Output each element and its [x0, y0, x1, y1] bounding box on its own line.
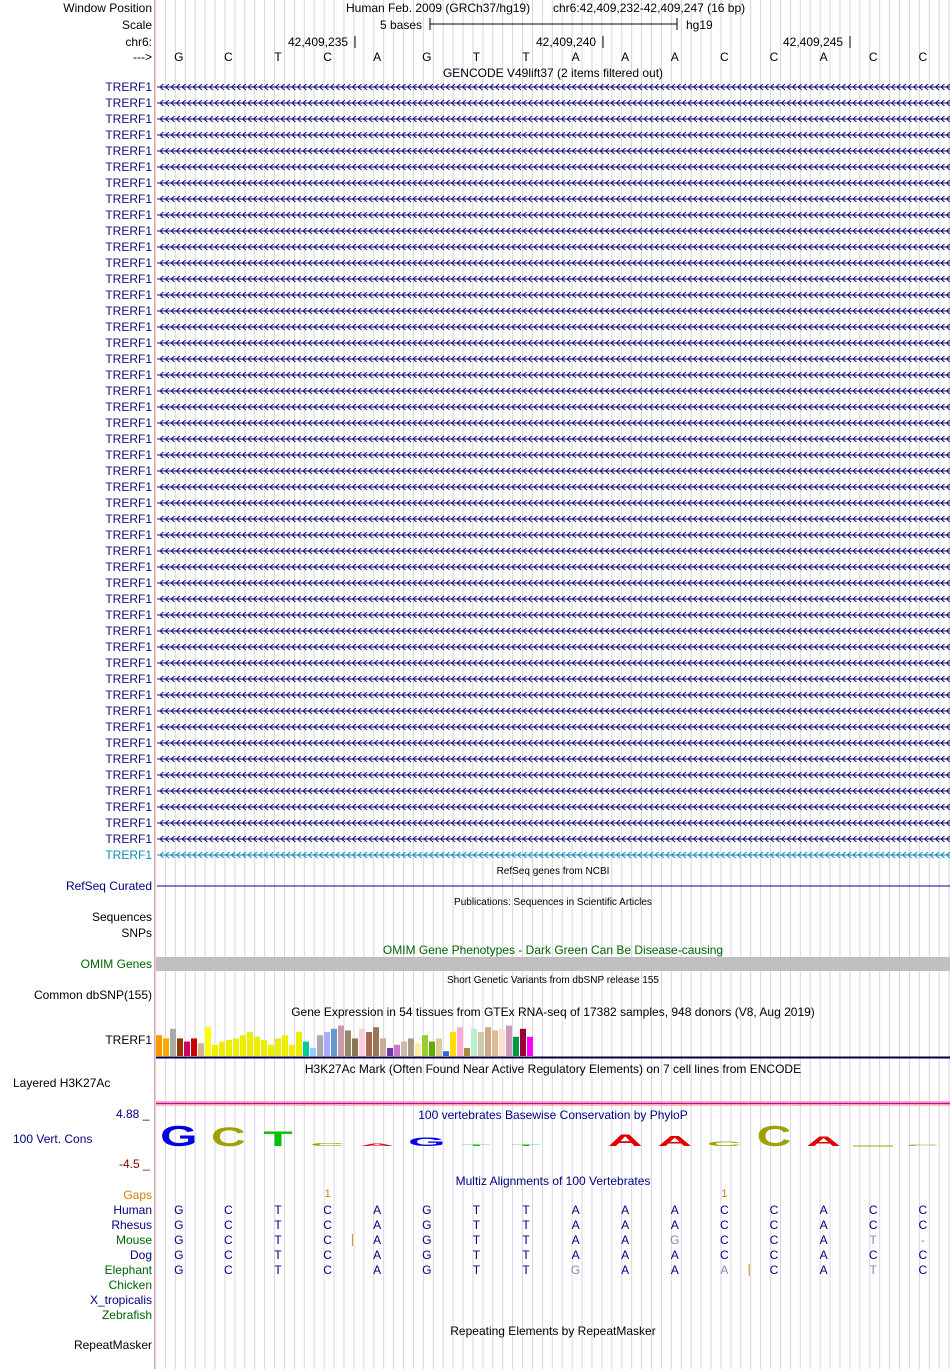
base-9: A — [621, 50, 630, 64]
aligned-base: T — [869, 1263, 877, 1277]
gencode-transcript-label[interactable]: TRERF1 — [105, 688, 152, 702]
gtex-bar — [373, 1027, 379, 1056]
aligned-base: C — [868, 1203, 878, 1217]
gtex-bar — [338, 1026, 344, 1056]
aligned-base: A — [819, 1233, 828, 1247]
aligned-base: A — [819, 1203, 828, 1217]
gtex-track-title[interactable]: Gene Expression in 54 tissues from GTEx RNA-seq of 17382 samples, 948 donors (V8, Aug 2019) — [291, 1005, 815, 1019]
gtex-bar — [240, 1035, 246, 1056]
gencode-transcript-label[interactable]: TRERF1 — [105, 96, 152, 110]
aligned-base: A — [571, 1203, 580, 1217]
aligned-base: T — [472, 1218, 481, 1232]
aligned-base: G — [174, 1233, 184, 1247]
gencode-transcript-label[interactable]: TRERF1 — [105, 432, 152, 446]
gtex-bar — [198, 1043, 204, 1056]
base-0: G — [174, 50, 184, 64]
base-14: C — [868, 50, 878, 64]
gencode-transcript-label[interactable]: TRERF1 — [105, 400, 152, 414]
aligned-base: T — [274, 1203, 282, 1217]
aligned-base: A — [373, 1203, 382, 1217]
aligned-base: A — [720, 1263, 729, 1277]
aligned-base: C — [224, 1218, 233, 1232]
gencode-transcript-label[interactable]: TRERF1 — [105, 592, 152, 606]
position-tick-3: 42,409,245 — [783, 35, 844, 49]
cons-label[interactable]: 100 Vert. Cons — [13, 1132, 93, 1146]
base-7: T — [522, 50, 530, 64]
position-tick-1: 42,409,235 — [288, 35, 349, 49]
gencode-transcript-label[interactable]: TRERF1 — [105, 336, 152, 350]
gtex-bar — [513, 1037, 519, 1056]
aligned-base: G — [422, 1218, 432, 1232]
gencode-transcript-label[interactable]: TRERF1 — [105, 256, 152, 270]
gencode-transcript-label[interactable]: TRERF1 — [105, 608, 152, 622]
gencode-transcript-label[interactable]: TRERF1 — [105, 288, 152, 302]
gtex-bar — [394, 1045, 400, 1056]
gtex-bar — [275, 1038, 281, 1056]
cons-logo-glyph: T — [511, 1144, 541, 1147]
aligned-base: A — [571, 1218, 580, 1232]
cons-logo-glyph: T — [461, 1144, 492, 1147]
gencode-transcript-label[interactable]: TRERF1 — [105, 624, 152, 638]
aligned-base: C — [769, 1233, 779, 1247]
strand-label: ---> — [133, 50, 152, 64]
publications-track-title[interactable]: Publications: Sequences in Scientific Articles — [454, 897, 652, 908]
gencode-transcript-label[interactable]: TRERF1 — [105, 128, 152, 142]
gencode-transcript-label[interactable]: TRERF1 — [105, 480, 152, 494]
aligned-base: T — [472, 1263, 481, 1277]
aligned-base: A — [819, 1218, 828, 1232]
base-15: C — [918, 50, 928, 64]
aligned-base: A — [373, 1233, 382, 1247]
gencode-transcript-label[interactable]: TRERF1 — [105, 144, 152, 158]
gencode-transcript-label[interactable]: TRERF1 — [105, 448, 152, 462]
omim-track-title[interactable]: OMIM Gene Phenotypes - Dark Green Can Be Disease-causing — [382, 943, 724, 957]
species-label-dog[interactable]: Dog — [129, 1248, 152, 1262]
gencode-transcript-label[interactable]: TRERF1 — [105, 544, 152, 558]
aligned-base: T — [522, 1218, 530, 1232]
gtex-bar — [212, 1045, 218, 1056]
aligned-base: C — [323, 1263, 332, 1277]
gtex-bar — [499, 1029, 505, 1056]
aligned-base: C — [720, 1233, 729, 1247]
gencode-transcript-label[interactable]: TRERF1 — [105, 208, 152, 222]
gencode-transcript-label[interactable]: TRERF1 — [105, 720, 152, 734]
aligned-base: C — [224, 1263, 233, 1277]
aligned-base: C — [224, 1203, 233, 1217]
gencode-transcript-label[interactable]: TRERF1 — [105, 496, 152, 510]
aligned-base: C — [720, 1218, 729, 1232]
base-5: G — [422, 50, 432, 64]
aligned-base: T — [472, 1233, 481, 1247]
base-12: C — [769, 50, 779, 64]
base-10: A — [670, 50, 679, 64]
gencode-transcript-label[interactable]: TRERF1 — [105, 176, 152, 190]
gtex-bar — [163, 1038, 169, 1056]
gencode-transcript-label[interactable]: TRERF1 — [105, 576, 152, 590]
aligned-base: C — [323, 1218, 332, 1232]
base-6: T — [472, 50, 481, 64]
aligned-base: G — [422, 1203, 432, 1217]
chrom-label: chr6: — [125, 35, 152, 49]
gencode-transcript-label[interactable]: TRERF1 — [105, 272, 152, 286]
aligned-base: A — [373, 1263, 382, 1277]
gencode-transcript-label[interactable]: TRERF1 — [105, 752, 152, 766]
aligned-base: A — [621, 1233, 630, 1247]
window-position-label: Window Position — [63, 1, 152, 15]
aligned-base: T — [869, 1233, 877, 1247]
gtex-bar — [380, 1038, 386, 1056]
gtex-bar — [177, 1038, 183, 1056]
gtex-bar — [310, 1048, 316, 1056]
gtex-bar — [324, 1032, 330, 1056]
gtex-bar — [331, 1029, 337, 1056]
aligned-base: T — [274, 1248, 282, 1262]
cons-logo-glyph: A — [607, 1131, 643, 1150]
aligned-base: A — [621, 1203, 630, 1217]
gencode-transcript-label[interactable]: TRERF1 — [105, 672, 152, 686]
aligned-base: C — [769, 1248, 779, 1262]
gtex-bar — [226, 1040, 232, 1056]
gtex-label[interactable]: TRERF1 — [105, 1033, 152, 1047]
gtex-bar — [247, 1032, 253, 1056]
aligned-base: T — [472, 1203, 481, 1217]
aligned-base: A — [621, 1218, 630, 1232]
base-1: C — [224, 50, 233, 64]
aligned-base: C — [769, 1218, 779, 1232]
cons-logo-glyph: C — [756, 1120, 792, 1153]
aligned-base: A — [670, 1263, 679, 1277]
aligned-base: G — [174, 1248, 184, 1262]
aligned-base: G — [174, 1218, 184, 1232]
gtex-bar — [366, 1032, 372, 1056]
aligned-base: C — [918, 1203, 928, 1217]
gtex-bar — [457, 1027, 463, 1056]
aligned-base: A — [819, 1263, 828, 1277]
aligned-base: G — [570, 1263, 581, 1277]
species-label-chicken[interactable]: Chicken — [108, 1278, 152, 1292]
cons-logo-glyph: C — [310, 1142, 345, 1148]
gtex-bar — [345, 1030, 351, 1056]
h3k27ac-label[interactable]: Layered H3K27Ac — [13, 1076, 111, 1090]
gencode-transcript-label[interactable]: TRERF1 — [105, 832, 152, 846]
gtex-bar — [387, 1048, 393, 1056]
aligned-base: C — [224, 1248, 233, 1262]
gencode-transcript-label[interactable]: TRERF1 — [105, 464, 152, 478]
gtex-bar — [485, 1027, 491, 1056]
cons-logo-glyph: A — [359, 1142, 395, 1147]
repeatmasker-label[interactable]: RepeatMasker — [73, 1338, 152, 1352]
aligned-base: G — [670, 1233, 680, 1247]
aligned-base: A — [670, 1218, 679, 1232]
gtex-bar — [170, 1029, 176, 1056]
aligned-base: T — [522, 1263, 530, 1277]
gencode-transcript-label[interactable]: TRERF1 — [105, 640, 152, 654]
aligned-base: - — [920, 1233, 925, 1247]
gtex-bar — [317, 1035, 323, 1056]
base-8: A — [571, 50, 580, 64]
gencode-transcript-label[interactable]: TRERF1 — [105, 416, 152, 430]
omim-gene-bar — [156, 957, 950, 971]
species-label-elephant[interactable]: Elephant — [104, 1263, 152, 1277]
gencode-transcript-label[interactable]: TRERF1 — [105, 800, 152, 814]
aligned-base: T — [472, 1248, 481, 1262]
snps-label[interactable]: SNPs — [121, 926, 152, 940]
gtex-bar — [359, 1029, 365, 1056]
species-label-human[interactable]: Human — [113, 1203, 152, 1217]
sequences-label[interactable]: Sequences — [91, 910, 152, 924]
gtex-bar — [436, 1038, 442, 1056]
aligned-base: C — [323, 1203, 332, 1217]
multiz-track-title[interactable]: Multiz Alignments of 100 Vertebrates — [455, 1174, 651, 1188]
aligned-base: T — [274, 1218, 282, 1232]
cons-logo-glyph: T — [263, 1126, 293, 1151]
aligned-base: C — [720, 1203, 729, 1217]
assembly-name: Human Feb. 2009 (GRCh37/hg19) — [346, 1, 531, 15]
aligned-base: C — [918, 1248, 928, 1262]
gtex-bar — [303, 1042, 309, 1056]
gencode-transcript-label[interactable]: TRERF1 — [105, 352, 152, 366]
gtex-bar — [233, 1038, 239, 1056]
aligned-base: T — [522, 1203, 530, 1217]
cons-max-label: 4.88 _ — [116, 1107, 150, 1121]
scale-label: Scale — [121, 18, 152, 32]
gencode-transcript-label[interactable]: TRERF1 — [105, 704, 152, 718]
aligned-base: C — [769, 1203, 779, 1217]
aligned-base: A — [373, 1248, 382, 1262]
aligned-base: C — [769, 1263, 779, 1277]
base-11: C — [720, 50, 729, 64]
window-position[interactable]: chr6:42,409,232-42,409,247 (16 bp) — [553, 1, 746, 15]
gencode-transcript-label[interactable]: TRERF1 — [105, 512, 152, 526]
gencode-transcript-label[interactable]: TRERF1 — [105, 528, 152, 542]
gtex-bar — [520, 1029, 526, 1056]
aligned-base: C — [868, 1218, 878, 1232]
aligned-base: A — [670, 1248, 679, 1262]
gtex-bar — [205, 1027, 211, 1056]
cons-track-title[interactable]: 100 vertebrates Basewise Conservation by PhyloP — [418, 1108, 688, 1122]
gap-count: 1 — [721, 1188, 728, 1200]
aligned-base: C — [224, 1233, 233, 1247]
dbsnp-track-title[interactable]: Short Genetic Variants from dbSNP release 155 — [447, 975, 659, 986]
gencode-transcript-label[interactable]: TRERF1 — [105, 384, 152, 398]
gtex-bar — [464, 1048, 470, 1056]
gtex-bar — [156, 1035, 162, 1056]
species-label-mouse[interactable]: Mouse — [115, 1233, 152, 1247]
gencode-transcript-label[interactable]: TRERF1 — [105, 848, 152, 862]
gtex-bar — [289, 1045, 295, 1056]
gencode-transcript-label[interactable]: TRERF1 — [105, 224, 152, 238]
aligned-base: C — [918, 1263, 928, 1277]
gencode-transcript-label[interactable]: TRERF1 — [105, 736, 152, 750]
gtex-bar — [506, 1026, 512, 1056]
refseq-track-title[interactable]: RefSeq genes from NCBI — [496, 866, 610, 877]
gtex-bar — [296, 1032, 302, 1056]
aligned-base: T — [274, 1263, 282, 1277]
cons-logo-glyph: G — [160, 1120, 198, 1153]
aligned-base: T — [274, 1233, 282, 1247]
aligned-base: A — [571, 1233, 580, 1247]
aligned-base: A — [819, 1248, 828, 1262]
gencode-transcript-label[interactable]: TRERF1 — [105, 768, 152, 782]
h3k27ac-track-title[interactable]: H3K27Ac Mark (Often Found Near Active Regulatory Elements) on 7 cell lines from ENCODE — [304, 1062, 802, 1076]
aligned-base: C — [323, 1248, 332, 1262]
gaps-label: Gaps — [123, 1188, 152, 1202]
gtex-bar — [478, 1032, 484, 1056]
base-2: T — [274, 50, 282, 64]
gtex-bar — [254, 1037, 260, 1056]
refseq-label[interactable]: RefSeq Curated — [65, 879, 152, 893]
omim-label[interactable]: OMIM Genes — [80, 957, 152, 971]
gtex-bar — [527, 1037, 533, 1056]
gtex-bar — [429, 1042, 435, 1056]
gtex-bar — [408, 1038, 414, 1056]
species-label-rhesus[interactable]: Rhesus — [111, 1218, 152, 1232]
gtex-bar — [450, 1032, 456, 1056]
dbsnp-label[interactable]: Common dbSNP(155) — [33, 988, 152, 1002]
gtex-bar — [261, 1040, 267, 1056]
scale-bar-label: 5 bases — [380, 18, 423, 32]
gencode-transcript-label[interactable]: TRERF1 — [105, 656, 152, 670]
aligned-base: A — [621, 1263, 630, 1277]
cons-logo-glyph: A — [657, 1132, 693, 1150]
gtex-bar — [415, 1043, 421, 1056]
gencode-transcript-label[interactable]: TRERF1 — [105, 816, 152, 830]
gencode-transcript-label[interactable]: TRERF1 — [105, 560, 152, 574]
aligned-base: T — [522, 1248, 530, 1262]
aligned-base: C — [868, 1248, 878, 1262]
cons-min-label: -4.5 _ — [119, 1157, 150, 1171]
gtex-bar — [219, 1042, 225, 1056]
aligned-base: G — [422, 1233, 432, 1247]
species-label-zebrafish[interactable]: Zebrafish — [101, 1308, 152, 1322]
gencode-transcript-label[interactable]: TRERF1 — [105, 192, 152, 206]
aligned-base: A — [373, 1218, 382, 1232]
aligned-base: A — [571, 1248, 580, 1262]
species-label-x_tropicalis[interactable]: X_tropicalis — [89, 1293, 152, 1307]
gencode-transcript-label[interactable]: TRERF1 — [105, 304, 152, 318]
gtex-bar — [471, 1029, 477, 1056]
cons-logo-glyph: C — [707, 1140, 742, 1148]
gtex-bar — [268, 1045, 274, 1056]
cons-logo-glyph: C — [905, 1144, 941, 1147]
aligned-base: T — [522, 1233, 530, 1247]
gencode-transcript-label[interactable]: TRERF1 — [105, 160, 152, 174]
gap-count: 1 — [324, 1188, 331, 1200]
gtex-bar — [422, 1035, 428, 1056]
gencode-track-title[interactable]: GENCODE V49lift37 (2 items filtered out) — [442, 66, 664, 80]
repeatmasker-track-title[interactable]: Repeating Elements by RepeatMasker — [450, 1324, 656, 1338]
cons-logo-glyph: A — [806, 1134, 841, 1150]
aligned-base: G — [174, 1203, 184, 1217]
gtex-bar — [492, 1030, 498, 1056]
aligned-base: G — [174, 1263, 184, 1277]
position-tick-2: 42,409,240 — [536, 35, 597, 49]
aligned-base: A — [670, 1203, 679, 1217]
cons-logo-glyph: C — [211, 1122, 246, 1153]
gencode-transcript-label[interactable]: TRERF1 — [105, 784, 152, 798]
gtex-bar — [191, 1038, 197, 1056]
gtex-bar — [352, 1038, 358, 1056]
base-4: A — [373, 50, 382, 64]
gtex-bar — [282, 1035, 288, 1056]
aligned-base: G — [422, 1263, 432, 1277]
base-13: A — [819, 50, 828, 64]
aligned-base: A — [621, 1248, 630, 1262]
gtex-bar — [401, 1042, 407, 1056]
base-3: C — [323, 50, 332, 64]
aligned-base: C — [323, 1233, 332, 1247]
gtex-bar — [184, 1042, 190, 1056]
gencode-transcript-label[interactable]: TRERF1 — [105, 112, 152, 126]
gencode-transcript-label[interactable]: TRERF1 — [105, 368, 152, 382]
gencode-transcript-label[interactable]: TRERF1 — [105, 320, 152, 334]
aligned-base: C — [720, 1248, 729, 1262]
scale-db: hg19 — [686, 18, 713, 32]
aligned-base: C — [918, 1218, 928, 1232]
gtex-bar — [443, 1051, 449, 1056]
cons-logo-glyph: G — [408, 1135, 446, 1149]
aligned-base: G — [422, 1248, 432, 1262]
gencode-transcript-label[interactable]: TRERF1 — [105, 80, 152, 94]
gencode-transcript-label[interactable]: TRERF1 — [105, 240, 152, 254]
